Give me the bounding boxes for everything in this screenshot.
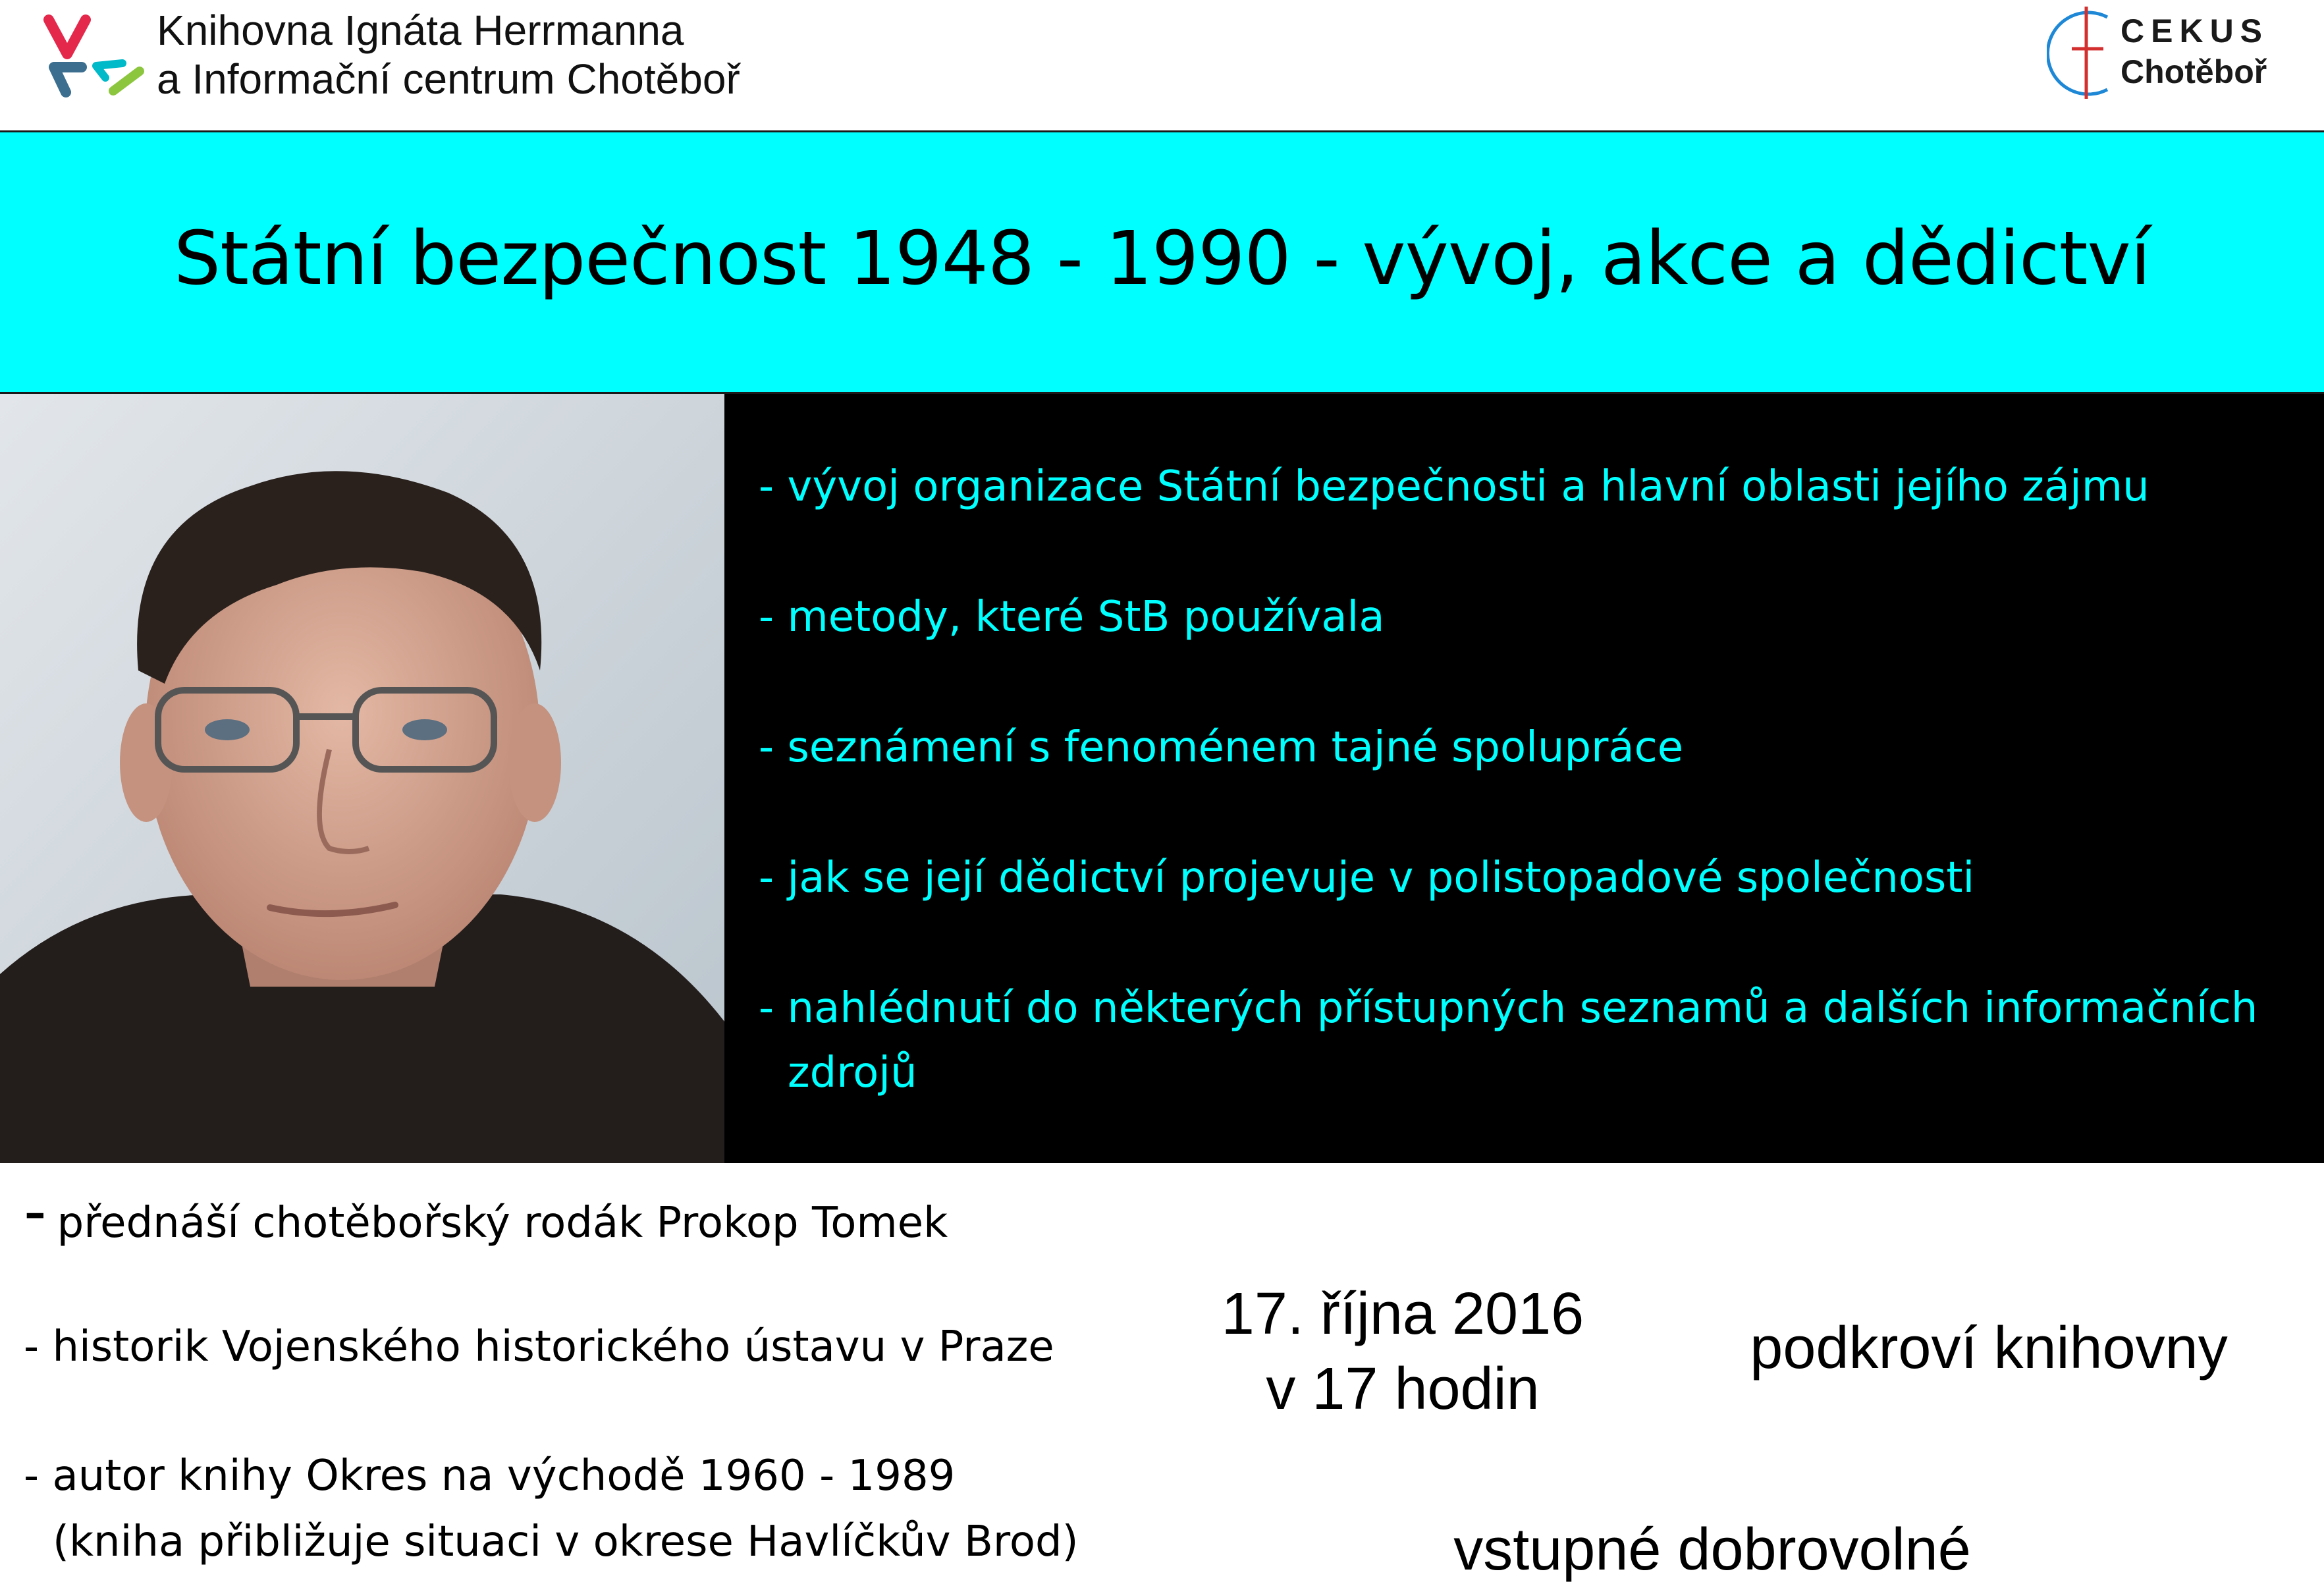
speaker-dash: - — [24, 1174, 47, 1248]
partner-name: CEKUS — [2121, 13, 2269, 49]
speaker-intro: přednáší chotěbořský rodák Prokop Tomek — [57, 1199, 948, 1247]
title-banner — [0, 130, 2324, 394]
speaker-line — [24, 1174, 948, 1253]
topic-item: - metody, které StB používala — [759, 593, 1385, 642]
event-time: v 17 hodin — [1266, 1356, 1540, 1422]
event-date: 17. října 2016 — [1221, 1281, 1584, 1347]
topic-item: - jak se její dědictví projevuje v polistopadové společnosti — [759, 854, 1975, 902]
topic-item-continuation: zdrojů — [788, 1049, 917, 1097]
topic-item: - seznámení s fenoménem tajné spolupráce — [759, 723, 1684, 772]
library-logo-icon — [41, 12, 153, 111]
cekus-logo-icon — [2047, 3, 2271, 105]
organization-name: Knihovna Ignáta Herrmanna — [157, 7, 684, 54]
partner-town: Chotěboř — [2121, 53, 2267, 90]
topic-item: - nahlédnutí do některých přístupných seznamů a dalších informačních — [759, 984, 2258, 1033]
page-title: Státní bezpečnost 1948 - 1990 - vývoj, akce a dědictví — [174, 216, 2150, 302]
organization-subtitle: a Informační centrum Chotěboř — [157, 55, 740, 103]
event-venue: podkroví knihovny — [1750, 1315, 2228, 1381]
speaker-line: - historik Vojenského historického ústavu v Praze — [24, 1323, 1054, 1371]
event-entry-fee: vstupné dobrovolné — [1453, 1517, 1971, 1583]
topics-panel — [724, 394, 2324, 1163]
speaker-line: (kniha přibližuje situaci v okrese Havlíčkův Brod) — [53, 1518, 1079, 1566]
topic-item: - vývoj organizace Státní bezpečnosti a hlavní oblasti jejího zájmu — [759, 462, 2149, 511]
speaker-line: - autor knihy Okres na východě 1960 - 1989 — [24, 1452, 956, 1500]
speaker-portrait — [0, 394, 724, 1163]
